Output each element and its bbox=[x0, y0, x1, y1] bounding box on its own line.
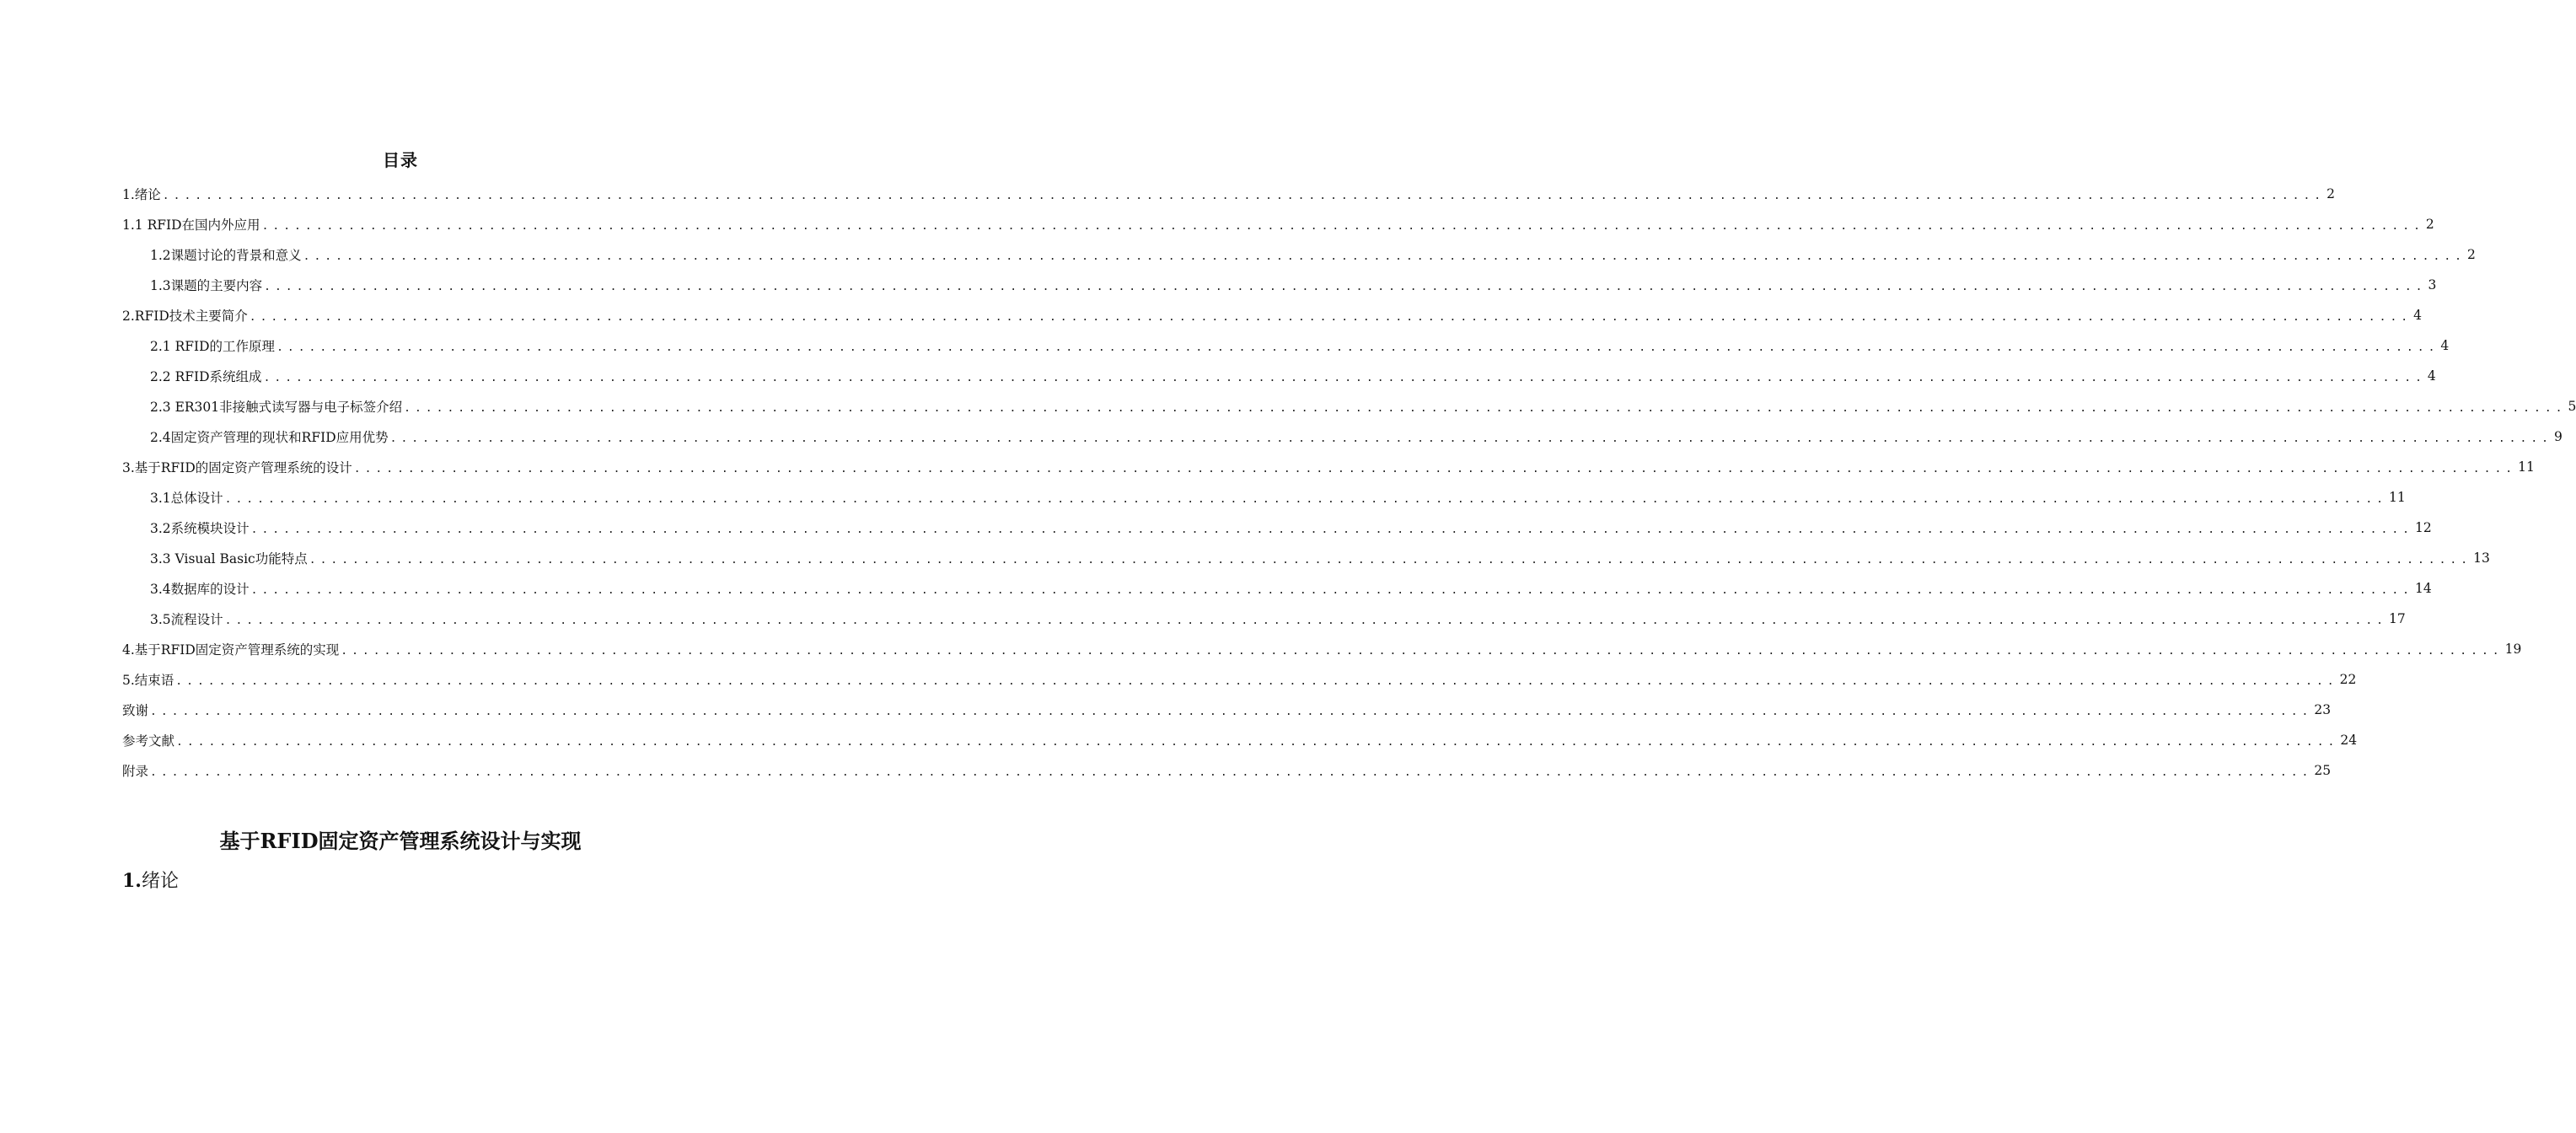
toc-entry-page-number: 13 bbox=[2473, 550, 2490, 566]
toc-entry-page-number: 2 bbox=[2425, 217, 2434, 232]
toc-entry-page-number: 12 bbox=[2415, 520, 2432, 535]
toc-entry-label: 致谢 bbox=[122, 701, 150, 719]
toc-entry-page-number: 25 bbox=[2314, 763, 2332, 778]
toc-dot-leader: ........................................................................................................................................................................................................ bbox=[150, 765, 2313, 779]
toc-entry-page-number: 24 bbox=[2340, 733, 2358, 748]
toc-dot-leader: ........................................................................................................................................................................................................ bbox=[162, 189, 2326, 202]
section-number: 1. bbox=[122, 870, 142, 892]
section-title: 绪论 bbox=[141, 871, 179, 892]
toc-entry-label: 3.4数据库的设计 bbox=[150, 579, 251, 598]
document-title: 基于RFID固定资产管理系统设计与实现 bbox=[219, 829, 582, 853]
toc-entry[interactable] bbox=[122, 755, 2332, 786]
toc-dot-leader: ........................................................................................................................................................................................................ bbox=[309, 553, 2472, 566]
toc-dot-leader: ........................................................................................................................................................................................................ bbox=[176, 735, 2339, 749]
toc-entry-page-number: 9 bbox=[2553, 429, 2563, 444]
toc-entry-label: 1.绪论 bbox=[122, 185, 163, 203]
toc-dot-leader: ........................................................................................................................................................................................................ bbox=[224, 614, 2387, 627]
toc-entry-page-number: 2 bbox=[2326, 186, 2336, 201]
toc-entry-label: 3.2系统模块设计 bbox=[150, 518, 251, 537]
toc-entry-page-number: 3 bbox=[2428, 277, 2437, 293]
toc-entry-label: 2.4固定资产管理的现状和RFID应用优势 bbox=[150, 427, 390, 446]
section-heading bbox=[122, 867, 179, 893]
toc-title: 目录 bbox=[383, 150, 418, 170]
toc-dot-leader: ........................................................................................................................................................................................................ bbox=[224, 492, 2387, 506]
toc-entry[interactable] bbox=[122, 330, 2450, 361]
toc-dot-leader: ........................................................................................................................................................................................................ bbox=[303, 250, 2466, 263]
toc-entry-label: 参考文献 bbox=[122, 731, 176, 749]
toc-entry[interactable] bbox=[122, 513, 2432, 543]
table-of-contents bbox=[122, 179, 2576, 786]
toc-entry-page-number: 5 bbox=[2568, 399, 2576, 414]
toc-dot-leader: ........................................................................................................................................................................................................ bbox=[150, 705, 2313, 718]
toc-dot-leader: ........................................................................................................................................................................................................ bbox=[264, 280, 2427, 293]
toc-entry-label: 3.1总体设计 bbox=[150, 488, 225, 507]
toc-entry[interactable] bbox=[122, 725, 2358, 755]
toc-dot-leader: ........................................................................................................................................................................................................ bbox=[175, 674, 2338, 688]
toc-entry[interactable] bbox=[122, 452, 2535, 482]
toc-entry[interactable] bbox=[122, 391, 2576, 422]
toc-entry-label: 3.5流程设计 bbox=[150, 609, 225, 628]
toc-entry-page-number: 11 bbox=[2518, 459, 2535, 475]
toc-entry[interactable] bbox=[122, 422, 2563, 452]
toc-entry-page-number: 11 bbox=[2389, 490, 2406, 505]
toc-entry-label: 2.2 RFID系统组成 bbox=[150, 367, 264, 385]
toc-entry-label: 2.RFID技术主要简介 bbox=[122, 306, 250, 325]
toc-entry[interactable] bbox=[122, 179, 2336, 209]
toc-entry-label: 2.3 ER301非接触式读写器与电子标签介绍 bbox=[150, 397, 404, 416]
toc-entry-page-number: 22 bbox=[2339, 672, 2357, 687]
toc-entry-label: 附录 bbox=[122, 761, 150, 780]
toc-entry-label: 3.3 Visual Basic功能特点 bbox=[150, 549, 309, 567]
toc-entry[interactable] bbox=[122, 209, 2434, 239]
toc-entry-label: 1.2课题讨论的背景和意义 bbox=[150, 245, 303, 264]
toc-dot-leader: ........................................................................................................................................................................................................ bbox=[341, 644, 2504, 658]
toc-dot-leader: ........................................................................................................................................................................................................ bbox=[261, 219, 2424, 233]
toc-entry-page-number: 19 bbox=[2504, 642, 2522, 657]
toc-entry[interactable] bbox=[122, 573, 2432, 604]
toc-entry-label: 4.基于RFID固定资产管理系统的实现 bbox=[122, 640, 341, 658]
toc-dot-leader: ........................................................................................................................................................................................................ bbox=[250, 523, 2413, 536]
toc-entry-page-number: 4 bbox=[2427, 368, 2436, 384]
toc-entry-page-number: 17 bbox=[2389, 611, 2406, 626]
toc-dot-leader: ........................................................................................................................................................................................................ bbox=[404, 401, 2567, 415]
toc-entry-page-number: 2 bbox=[2467, 247, 2476, 262]
toc-dot-leader: ........................................................................................................................................................................................................ bbox=[263, 371, 2426, 384]
toc-entry[interactable] bbox=[122, 300, 2422, 330]
toc-entry[interactable] bbox=[122, 482, 2406, 513]
toc-entry-label: 1.1 RFID在国内外应用 bbox=[122, 215, 262, 234]
toc-entry-page-number: 23 bbox=[2314, 702, 2332, 717]
toc-entry[interactable] bbox=[122, 239, 2476, 270]
toc-entry[interactable] bbox=[122, 270, 2437, 300]
toc-entry-page-number: 4 bbox=[2413, 308, 2422, 323]
toc-entry-label: 3.基于RFID的固定资产管理系统的设计 bbox=[122, 458, 354, 476]
toc-dot-leader: ........................................................................................................................................................................................................ bbox=[250, 583, 2413, 597]
toc-dot-leader: ........................................................................................................................................................................................................ bbox=[353, 462, 2517, 475]
toc-entry-label: 1.3课题的主要内容 bbox=[150, 276, 264, 294]
toc-entry-page-number: 4 bbox=[2440, 338, 2450, 353]
toc-dot-leader: ........................................................................................................................................................................................................ bbox=[249, 310, 2412, 324]
toc-entry[interactable] bbox=[122, 361, 2436, 391]
toc-dot-leader: ........................................................................................................................................................................................................ bbox=[389, 432, 2552, 445]
toc-entry[interactable] bbox=[122, 664, 2357, 695]
toc-entry[interactable] bbox=[122, 604, 2406, 634]
toc-entry[interactable] bbox=[122, 634, 2522, 664]
toc-entry-label: 5.结束语 bbox=[122, 670, 175, 689]
toc-entry[interactable] bbox=[122, 543, 2490, 573]
toc-dot-leader: ........................................................................................................................................................................................................ bbox=[276, 341, 2439, 354]
toc-entry-label: 2.1 RFID的工作原理 bbox=[150, 336, 276, 355]
toc-entry-page-number: 14 bbox=[2415, 581, 2432, 596]
toc-entry[interactable] bbox=[122, 695, 2332, 725]
